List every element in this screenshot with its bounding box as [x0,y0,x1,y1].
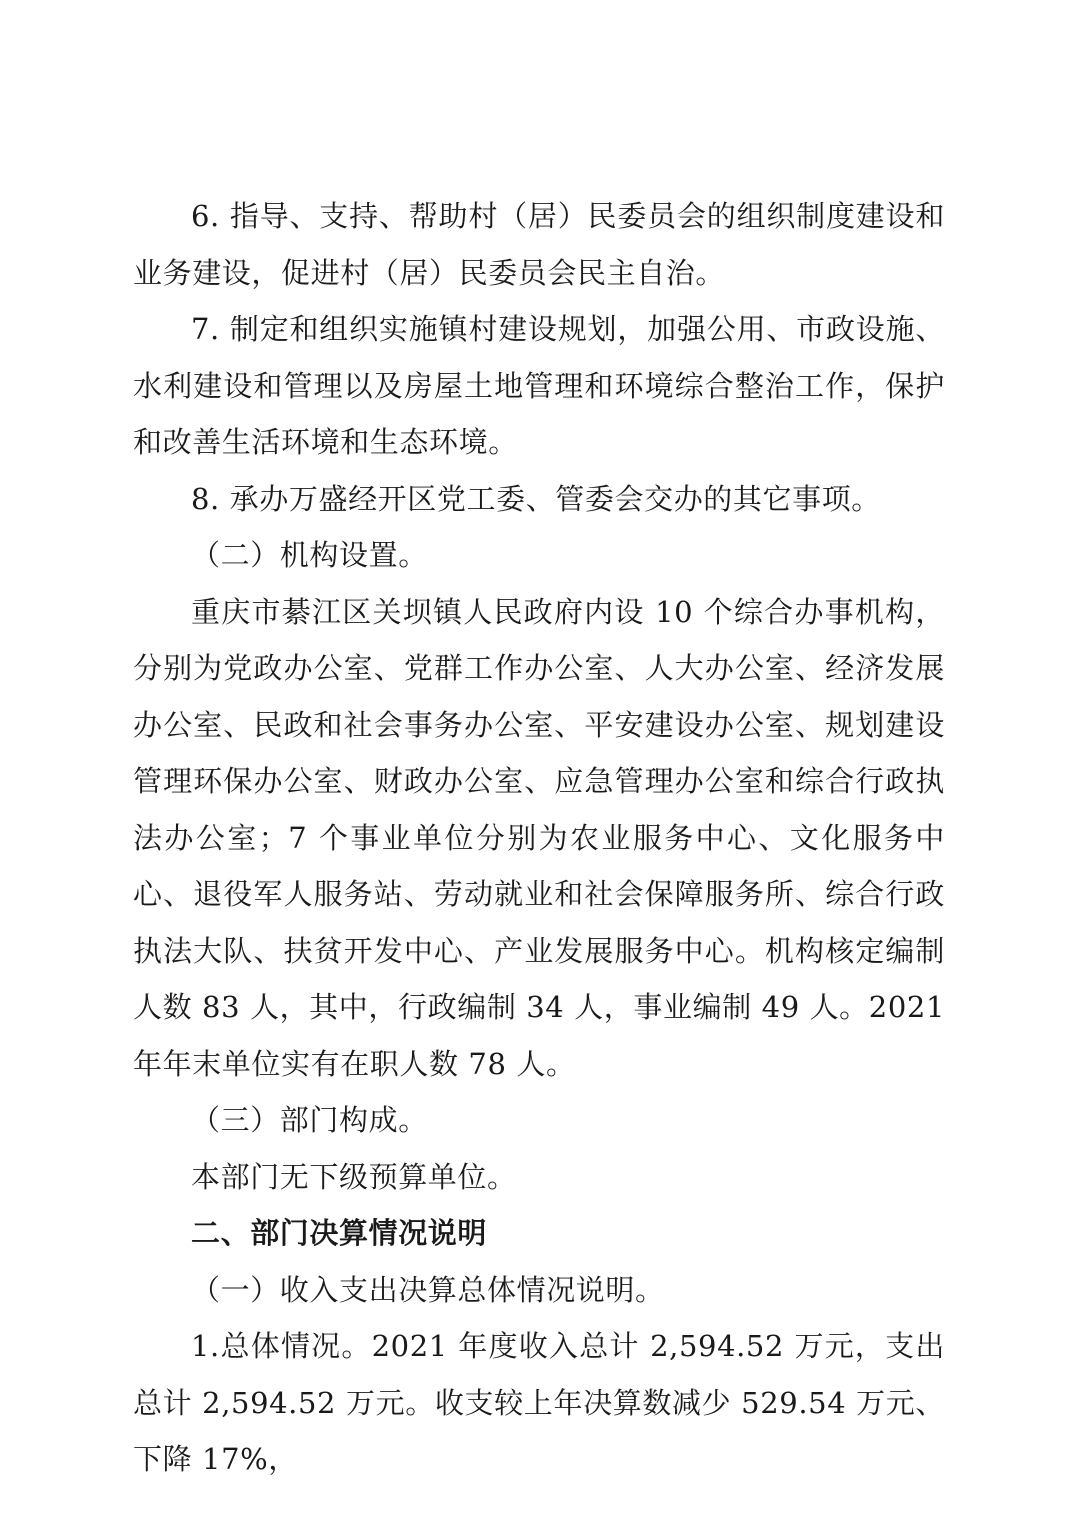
subheading-org-setup: （二）机构设置。 [191,538,428,572]
section-heading: 二、部门决算情况说明 [191,1216,488,1250]
subheading-income-expense: （一）收入支出决算总体情况说明。 [191,1272,665,1307]
paragraph-item-6: 6. 指导、支持、帮助村（居）民委员会的组织制度建设和业务建设，促进村（居）民委员会民主自治。 [133,199,945,290]
paragraph-overall: 1.总体情况。2021 年度收入总计 2,594.52 万元，支出总计 2,594.52 万元。收支较上年决算数减少 529.54 万元、下降 17%， [133,1329,945,1476]
document-body [133,188,945,1488]
subheading-dept-composition: （三）部门构成。 [191,1103,428,1137]
paragraph-dept-composition: 本部门无下级预算单位。 [191,1159,517,1194]
paragraph-item-8: 8. 承办万盛经开区党工委、管委会交办的其它事项。 [191,481,881,516]
paragraph-org-setup: 重庆市綦江区关坝镇人民政府内设 10 个综合办事机构，分别为党政办公室、党群工作办公室、人大办公室、经济发展办公室、民政和社会事务办公室、平安建设办公室、规划建设管理环保办公室、财政办公室、应急管理办公室和综合行政执法办公室；7 个事业单位分别为农业服务中心、文化服务中心、退役军人服务站、劳动就业和社会保障服务所、综合行政执法大队、扶贫开发中心、产业发展服务中心。机构核定编制人数 83 人，其中，行政编制 34 人，事业编制 49 人。2021 年年末单位实有在职人数 78 人。 [133,594,945,1081]
paragraph-item-7: 7. 制定和组织实施镇村建设规划，加强公用、市政设施、水利建设和管理以及房屋土地管理和环境综合整治工作，保护和改善生活环境和生态环境。 [133,312,945,459]
